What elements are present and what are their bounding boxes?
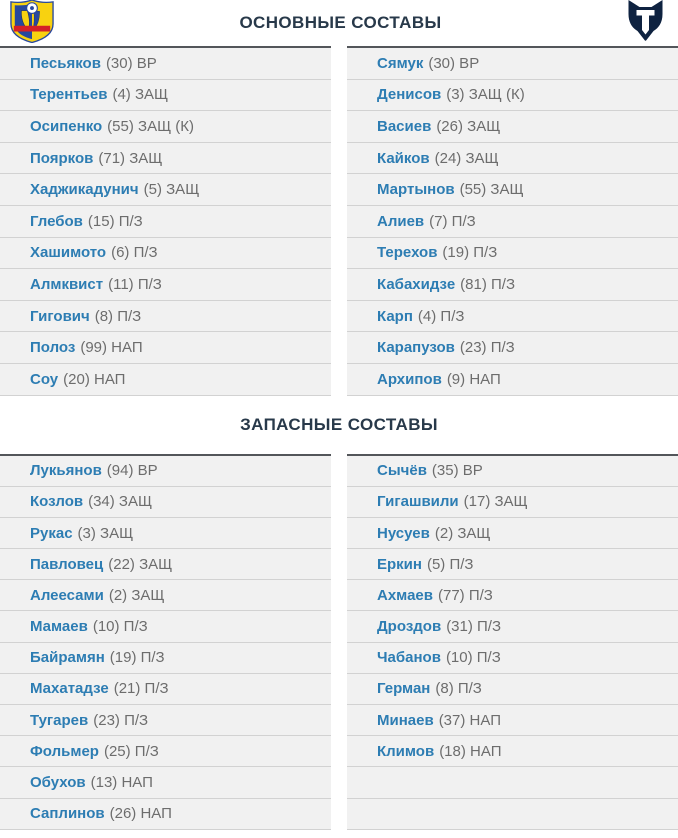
player-number-position: (5) ЗАЩ: [143, 181, 200, 199]
player-number-position: (23) П/З: [459, 339, 515, 357]
player-row: [0, 487, 331, 518]
subs-lineups-title: ЗАПАСНЫЕ СОСТАВЫ: [240, 414, 438, 434]
player-number-position: (8) П/З: [94, 307, 142, 325]
player-name-link[interactable]: Терентьев: [30, 86, 108, 104]
player-number-position: (99) НАП: [80, 339, 143, 357]
player-name-link[interactable]: Денисов: [377, 86, 442, 104]
player-number-position: (3) ЗАЩ: [77, 524, 134, 542]
player-row: [0, 767, 331, 798]
player-number-position: (23) П/З: [93, 711, 149, 729]
player-name-link[interactable]: Алеесами: [30, 586, 104, 604]
player-number-position: (55) ЗАЩ (К): [107, 117, 195, 135]
player-number-position: (9) НАП: [446, 370, 501, 388]
player-row: [0, 143, 331, 175]
player-number-position: (55) ЗАЩ: [459, 181, 524, 199]
fc-rostov-crest-icon: [8, 0, 56, 48]
player-row: [0, 643, 331, 674]
player-number-position: (17) ЗАЩ: [463, 493, 528, 511]
player-number-position: (2) ЗАЩ: [434, 524, 491, 542]
player-row: [0, 705, 331, 736]
player-name-link[interactable]: Герман: [377, 680, 431, 698]
player-row: [347, 80, 678, 112]
player-number-position: (11) П/З: [108, 275, 162, 293]
player-name-link[interactable]: Обухов: [30, 774, 86, 791]
player-row: [347, 456, 678, 487]
player-number-position: (10) П/З: [445, 649, 501, 667]
empty-row: [347, 767, 678, 798]
player-row: [0, 238, 331, 270]
player-number-position: (13) НАП: [90, 774, 153, 791]
player-name-link[interactable]: Осипенко: [30, 117, 103, 135]
player-name-link[interactable]: Фольмер: [30, 742, 99, 760]
player-number-position: (4) ЗАЩ: [112, 86, 169, 104]
player-name-link[interactable]: Кабахидзе: [377, 275, 456, 293]
player-name-link[interactable]: Гигович: [30, 307, 90, 325]
player-number-position: (94) ВР: [106, 462, 158, 480]
home-team-crest[interactable]: [8, 0, 56, 48]
main-lineup-home-list: [0, 46, 331, 396]
player-number-position: (77) П/З: [437, 586, 493, 604]
player-row: [347, 174, 678, 206]
player-number-position: (7) П/З: [429, 212, 476, 230]
player-name-link[interactable]: Минаев: [377, 711, 434, 729]
player-name-link[interactable]: Поярков: [30, 149, 94, 167]
player-row: [347, 487, 678, 518]
player-name-link[interactable]: Павловец: [30, 555, 104, 573]
player-row: [0, 674, 331, 705]
player-row: [347, 580, 678, 611]
player-row: [0, 799, 331, 830]
player-row: [347, 611, 678, 642]
player-number-position: (25) П/З: [103, 742, 159, 760]
subs-lineup-away-list: [347, 454, 678, 830]
player-row: [347, 643, 678, 674]
player-number-position: (37) НАП: [438, 711, 501, 729]
player-number-position: (24) ЗАЩ: [434, 149, 499, 167]
player-row: [347, 518, 678, 549]
player-number-position: (8) П/З: [435, 680, 482, 698]
player-row: [0, 580, 331, 611]
subs-lineups-table: [0, 454, 678, 830]
player-name-link[interactable]: Хашимото: [30, 244, 107, 262]
player-number-position: (26) НАП: [109, 805, 172, 823]
subs-title-block: [0, 396, 678, 454]
player-row: [0, 518, 331, 549]
player-name-link[interactable]: Нусуев: [377, 524, 430, 542]
player-name-link[interactable]: Архипов: [377, 370, 442, 388]
player-row: [0, 269, 331, 301]
main-lineup-away-list: [347, 46, 678, 396]
player-name-link[interactable]: Климов: [377, 742, 435, 760]
player-name-link[interactable]: Карапузов: [377, 339, 455, 357]
player-name-link[interactable]: Махатадзе: [30, 680, 109, 698]
player-number-position: (18) НАП: [439, 742, 502, 760]
player-name-link[interactable]: Глебов: [30, 212, 83, 230]
empty-row: [347, 799, 678, 830]
player-row: [0, 456, 331, 487]
player-row: [347, 48, 678, 80]
player-number-position: (71) ЗАЩ: [98, 149, 163, 167]
player-number-position: (35) ВР: [431, 462, 483, 480]
player-row: [347, 143, 678, 175]
player-name-link[interactable]: Чабанов: [377, 649, 441, 667]
lineups-header: [0, 0, 678, 46]
player-row: [347, 332, 678, 364]
player-name-link[interactable]: Карп: [377, 307, 413, 325]
player-row: [347, 549, 678, 580]
away-team-crest[interactable]: [625, 0, 666, 48]
player-name-link[interactable]: Песьяков: [30, 54, 101, 72]
player-name-link[interactable]: Соу: [30, 370, 59, 388]
player-row: [0, 80, 331, 112]
player-name-link[interactable]: Васиев: [377, 117, 432, 135]
player-number-position: (3) ЗАЩ (К): [446, 86, 525, 104]
player-number-position: (6) П/З: [111, 244, 158, 262]
player-row: [0, 111, 331, 143]
player-number-position: (22) ЗАЩ: [108, 555, 173, 573]
player-name-link[interactable]: Сямук: [377, 54, 424, 72]
player-row: [0, 736, 331, 767]
player-name-link[interactable]: Алмквист: [30, 275, 104, 293]
player-number-position: (10) П/З: [92, 618, 148, 636]
player-row: [0, 549, 331, 580]
player-row: [347, 269, 678, 301]
player-row: [347, 111, 678, 143]
player-name-link[interactable]: Алиев: [377, 212, 425, 230]
player-number-position: (15) П/З: [87, 212, 143, 230]
player-row: [0, 174, 331, 206]
player-name-link[interactable]: Полоз: [30, 339, 76, 357]
player-name-link[interactable]: Еркин: [377, 555, 422, 573]
player-number-position: (30) ВР: [105, 54, 157, 72]
player-name-link[interactable]: Кайков: [377, 149, 430, 167]
player-name-link[interactable]: Терехов: [377, 244, 438, 262]
player-name-link[interactable]: Козлов: [30, 493, 84, 511]
player-name-link[interactable]: Рукас: [30, 524, 73, 542]
player-row: [347, 736, 678, 767]
player-row: [0, 332, 331, 364]
player-number-position: (20) НАП: [63, 370, 126, 388]
player-name-link[interactable]: Ахмаев: [377, 586, 433, 604]
player-number-position: (34) ЗАЩ: [88, 493, 153, 511]
player-number-position: (30) ВР: [428, 54, 480, 72]
player-row: [0, 301, 331, 333]
player-row: [0, 364, 331, 396]
player-row: [347, 301, 678, 333]
player-row: [347, 238, 678, 270]
player-row: [0, 206, 331, 238]
player-name-link[interactable]: Лукьянов: [30, 462, 102, 480]
subs-lineup-home-list: [0, 454, 331, 830]
player-name-link[interactable]: Гигашвили: [377, 493, 459, 511]
player-row: [347, 206, 678, 238]
player-number-position: (31) П/З: [446, 618, 502, 636]
player-number-position: (26) ЗАЩ: [436, 117, 501, 135]
fc-torpedo-crest-icon: [625, 0, 666, 48]
player-name-link[interactable]: Сычёв: [377, 462, 427, 480]
player-name-link[interactable]: Саплинов: [30, 805, 105, 823]
player-name-link[interactable]: Тугарев: [30, 711, 89, 729]
player-name-link[interactable]: Мартынов: [377, 181, 455, 199]
player-row: [0, 48, 331, 80]
player-number-position: (19) П/З: [109, 649, 165, 667]
player-row: [347, 364, 678, 396]
player-number-position: (4) П/З: [417, 307, 465, 325]
player-number-position: (19) П/З: [442, 244, 498, 262]
player-name-link[interactable]: Байрамян: [30, 649, 105, 667]
player-name-link[interactable]: Дроздов: [377, 618, 442, 636]
main-lineups-table: [0, 46, 678, 396]
player-row: [0, 611, 331, 642]
player-row: [347, 705, 678, 736]
player-number-position: (21) П/З: [113, 680, 169, 698]
player-number-position: (81) П/З: [460, 275, 516, 293]
player-number-position: (2) ЗАЩ: [108, 586, 165, 604]
player-number-position: (5) П/З: [426, 555, 474, 573]
player-name-link[interactable]: Хаджикадунич: [30, 181, 139, 199]
player-row: [347, 674, 678, 705]
player-name-link[interactable]: Мамаев: [30, 618, 88, 636]
main-lineups-title: ОСНОВНЫЕ СОСТАВЫ: [239, 13, 442, 32]
